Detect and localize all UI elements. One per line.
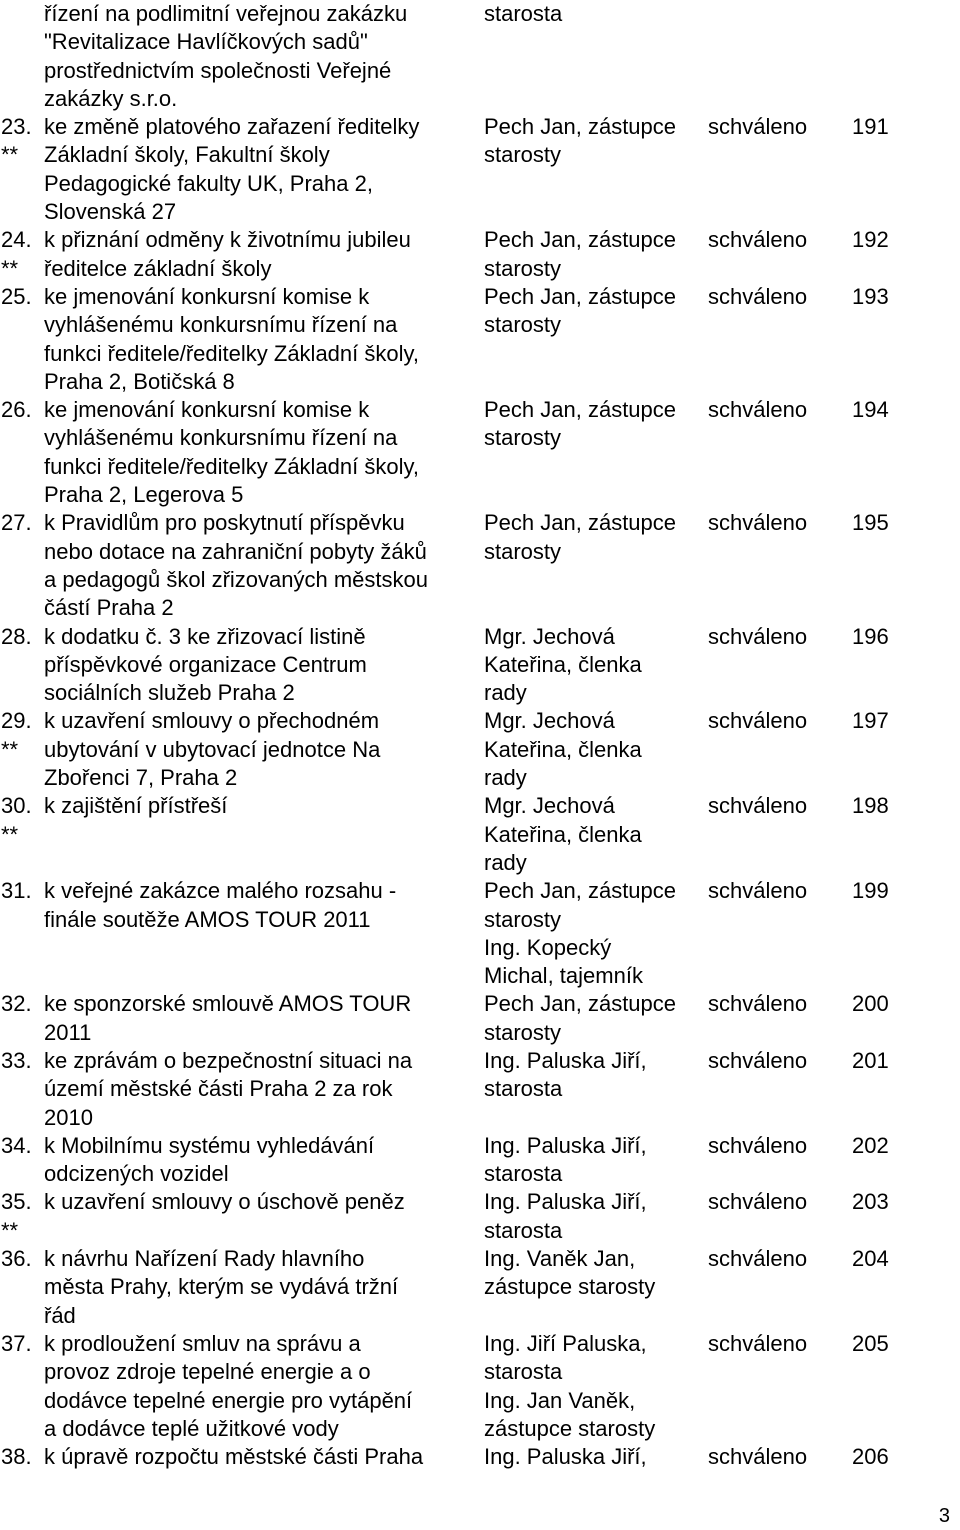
item-result: schváleno: [708, 708, 808, 734]
item-title: k uzavření smlouvy o úschově peněz: [44, 1189, 405, 1215]
item-result: schváleno: [708, 510, 808, 536]
item-result: schváleno: [708, 793, 808, 819]
table-row: [0, 226, 960, 283]
item-presenter: Pech Jan, zástupce starosty: [484, 227, 677, 281]
item-number: 32.: [1, 991, 32, 1017]
resolution-number: 206: [852, 1444, 889, 1470]
item-presenter: Pech Jan, zástupce starosty: [484, 283, 677, 338]
table-row: [0, 877, 960, 990]
item-title: k veřejné zakázce malého rozsahu - finále soutěže AMOS TOUR 2011: [44, 878, 397, 932]
item-number: 29. **: [1, 708, 32, 762]
item-presenter: Ing. Paluska Jiří,: [484, 1444, 647, 1470]
item-number: 37.: [1, 1330, 32, 1356]
item-title: řízení na podlimitní veřejnou zakázku "Revitalizace Havlíčkových sadů" prostřednictvím společnosti Veřejné zakázky s.r.o.: [44, 1, 408, 111]
item-title: ke změně platového zařazení ředitelky Základní školy, Fakultní školy Pedagogické fakulty UK, Praha 2, Slovenská 27: [44, 114, 420, 225]
item-result: schváleno: [708, 283, 808, 309]
resolution-number: 199: [852, 878, 889, 904]
item-result: schváleno: [708, 1189, 808, 1215]
item-number: 25.: [1, 283, 32, 309]
item-result: schváleno: [708, 1444, 808, 1470]
item-result: schváleno: [708, 397, 808, 423]
item-result: schváleno: [708, 878, 808, 904]
item-number: 34.: [1, 1132, 32, 1158]
resolution-number: 197: [852, 708, 889, 734]
item-presenter: Ing. Paluska Jiří, starosta: [484, 1047, 647, 1102]
resolution-number: 200: [852, 991, 889, 1017]
item-number: 23. **: [1, 114, 32, 168]
item-title: ke jmenování konkursní komise k vyhlášenému konkursnímu řízení na funkci ředitele/ředitelky Základní školy, Praha 2, Botičská 8: [44, 283, 419, 394]
item-number: 24. **: [1, 227, 32, 281]
table-row: [0, 792, 960, 877]
table-row: [0, 113, 960, 226]
item-presenter: Ing. Jiří Paluska, starosta Ing. Jan Vaněk, zástupce starosty: [484, 1330, 656, 1441]
resolution-number: 201: [852, 1047, 889, 1073]
item-result: schváleno: [708, 991, 808, 1017]
item-presenter: Pech Jan, zástupce starosty: [484, 991, 677, 1045]
resolution-number: 203: [852, 1189, 889, 1215]
table-row: [0, 707, 960, 792]
table-row: [0, 623, 960, 708]
item-result: schváleno: [708, 1246, 808, 1272]
resolution-number: 193: [852, 283, 889, 309]
item-presenter: Pech Jan, zástupce starosty: [484, 114, 677, 168]
item-presenter: Ing. Paluska Jiří, starosta: [484, 1132, 647, 1187]
item-number: 36.: [1, 1246, 32, 1272]
item-result: schváleno: [708, 1047, 808, 1073]
item-title: k přiznání odměny k životnímu jubileu ředitelce základní školy: [44, 227, 411, 281]
item-title: k dodatku č. 3 ke zřizovací listině příspěvkové organizace Centrum sociálních služeb Praha 2: [44, 623, 367, 706]
item-result: schváleno: [708, 114, 808, 140]
item-presenter: Ing. Vaněk Jan, zástupce starosty: [484, 1246, 656, 1300]
item-result: schváleno: [708, 227, 808, 253]
table-row: [0, 1132, 960, 1189]
item-presenter: Pech Jan, zástupce starosty Ing. Kopecký Michal, tajemník: [484, 878, 677, 989]
item-presenter: Ing. Paluska Jiří, starosta: [484, 1189, 647, 1243]
table-row: [0, 0, 960, 113]
item-title: k uzavření smlouvy o přechodném ubytování v ubytovací jednotce Na Zbořenci 7, Praha 2: [44, 708, 381, 791]
resolution-number: 204: [852, 1246, 889, 1272]
item-presenter: Mgr. Jechová Kateřina, členka rady: [484, 623, 642, 706]
resolution-number: 205: [852, 1330, 889, 1356]
resolution-number: 195: [852, 510, 889, 536]
table-row: [0, 509, 960, 622]
table-row: [0, 1245, 960, 1330]
item-number: 30. **: [1, 793, 32, 847]
table-row: [0, 1047, 960, 1132]
item-result: schváleno: [708, 623, 808, 649]
resolution-number: 198: [852, 793, 889, 819]
table-row: [0, 1330, 960, 1443]
item-presenter: Pech Jan, zástupce starosty: [484, 510, 677, 564]
table-row: [0, 1188, 960, 1245]
table-row: [0, 1443, 960, 1471]
item-title: ke jmenování konkursní komise k vyhlášenému konkursnímu řízení na funkci ředitele/ředitelky Základní školy, Praha 2, Legerova 5: [44, 397, 419, 508]
table-row: [0, 396, 960, 509]
resolution-number: 194: [852, 397, 889, 423]
item-presenter: Pech Jan, zástupce starosty: [484, 397, 677, 451]
page-number: 3: [938, 1505, 950, 1527]
resolution-number: 196: [852, 623, 889, 649]
item-number: 27.: [1, 510, 32, 536]
table-row: [0, 990, 960, 1047]
item-title: ke zprávám o bezpečnostní situaci na území městské části Praha 2 za rok 2010: [44, 1047, 413, 1130]
resolution-number: 202: [852, 1132, 889, 1158]
item-result: schváleno: [708, 1330, 808, 1356]
item-presenter: Mgr. Jechová Kateřina, členka rady: [484, 708, 642, 791]
item-result: schváleno: [708, 1132, 808, 1158]
item-title: k úpravě rozpočtu městské části Praha: [44, 1444, 424, 1470]
item-number: 35. **: [1, 1189, 32, 1243]
item-presenter: Mgr. Jechová Kateřina, členka rady: [484, 793, 642, 875]
item-number: 38.: [1, 1444, 32, 1470]
resolution-number: 191: [852, 114, 889, 140]
resolution-number: 192: [852, 227, 889, 253]
item-number: 33.: [1, 1047, 32, 1073]
item-title: k návrhu Nařízení Rady hlavního města Prahy, kterým se vydává tržní řád: [44, 1246, 399, 1328]
item-number: 26.: [1, 397, 32, 423]
table-row: [0, 283, 960, 396]
item-title: k prodloužení smluv na správu a provoz zdroje tepelné energie a o dodávce tepelné energie pro vytápění a dodávce teplé užitkové vody: [44, 1330, 413, 1441]
item-title: k Mobilnímu systému vyhledávání odcizených vozidel: [44, 1132, 375, 1187]
item-number: 31.: [1, 878, 32, 904]
item-title: k Pravidlům pro poskytnutí příspěvku nebo dotace na zahraniční pobyty žáků a pedagogů škol zřizovaných městskou částí Praha 2: [44, 510, 428, 621]
item-presenter: starosta: [484, 1, 563, 26]
item-number: 28.: [1, 623, 32, 649]
item-title: ke sponzorské smlouvě AMOS TOUR 2011: [44, 991, 412, 1045]
item-title: k zajištění přístřeší: [44, 793, 228, 819]
